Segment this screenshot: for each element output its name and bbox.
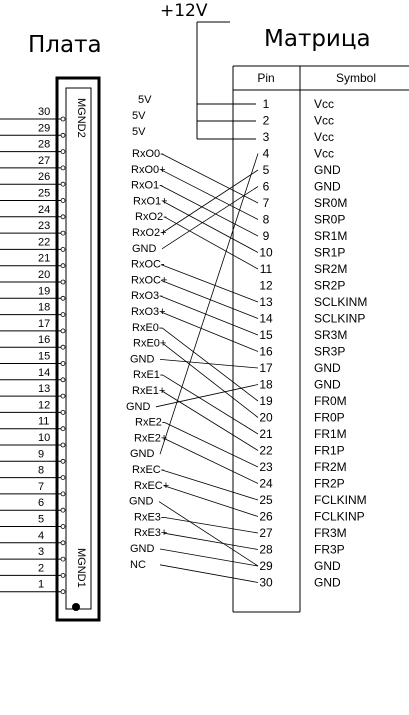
wire xyxy=(161,265,258,302)
row-pin: 24 xyxy=(259,476,273,491)
row-symbol: FR2P xyxy=(314,476,345,491)
signal-label: RxO0- xyxy=(132,148,164,160)
row-pin: 6 xyxy=(262,179,270,194)
pin-row xyxy=(135,211,345,226)
signal-label: RxO3- xyxy=(131,290,163,303)
row-symbol: SR3M xyxy=(314,328,348,342)
wire xyxy=(164,517,258,533)
row-pin: 12 xyxy=(259,278,273,293)
board-pin-number: 7 xyxy=(38,480,45,493)
signal-label: RxEC+ xyxy=(134,479,170,492)
row-pin: 23 xyxy=(259,460,273,474)
row-pin: 9 xyxy=(262,229,270,243)
board-pin xyxy=(0,253,65,268)
pin-row xyxy=(132,243,345,260)
row-symbol: Vcc xyxy=(314,130,335,144)
row-symbol: GND xyxy=(314,575,341,590)
wire xyxy=(161,280,258,318)
board-pin-number: 18 xyxy=(38,301,51,314)
row-pin: 30 xyxy=(259,575,273,590)
board-pin-number: 29 xyxy=(38,122,51,135)
signal-label: NC xyxy=(130,558,146,571)
board-pin-number: 25 xyxy=(38,187,51,200)
board-pin xyxy=(0,285,65,300)
board-title: Плата xyxy=(28,32,102,58)
row-pin: 8 xyxy=(262,212,270,227)
row-pin: 16 xyxy=(259,344,273,359)
signal-label: RxE3+ xyxy=(134,527,168,540)
row-symbol: SR0M xyxy=(314,196,348,210)
row-pin: 26 xyxy=(259,509,273,524)
row-symbol: FR0M xyxy=(314,394,347,408)
board-pin-number: 9 xyxy=(38,448,45,461)
board-pin xyxy=(0,465,65,480)
pin-row xyxy=(138,94,334,111)
board-pin xyxy=(0,204,65,219)
signal-label: RxE3- xyxy=(134,511,165,524)
wire xyxy=(162,170,258,233)
pin-row xyxy=(131,290,367,309)
row-pin: 21 xyxy=(259,427,273,441)
wire xyxy=(161,186,258,236)
wire xyxy=(162,391,258,451)
row-symbol: SCLKINM xyxy=(314,295,368,309)
wire xyxy=(162,328,258,401)
board-pin xyxy=(0,432,65,447)
wire xyxy=(162,187,258,249)
board-pin xyxy=(0,383,65,398)
row-symbol: SR2M xyxy=(314,262,348,276)
board-pin-number: 12 xyxy=(38,399,51,412)
row-pin: 4 xyxy=(262,146,270,161)
row-symbol: FR1M xyxy=(314,427,347,441)
board-pin xyxy=(0,514,65,529)
board-pin xyxy=(0,220,65,235)
board-pin xyxy=(0,416,65,431)
board-pin-number: 15 xyxy=(38,350,51,363)
board-pin xyxy=(0,367,65,382)
board-pin xyxy=(0,334,65,349)
board-pin-number: 17 xyxy=(38,317,51,330)
pin-rows xyxy=(126,94,367,590)
board-pin-number: 16 xyxy=(38,334,51,347)
wire xyxy=(156,385,258,407)
board-pin-number: 24 xyxy=(38,203,51,216)
signal-label: RxEC- xyxy=(132,464,165,476)
wire xyxy=(164,486,258,517)
wire xyxy=(160,549,258,566)
board-pin-number: 21 xyxy=(38,252,51,265)
row-pin: 3 xyxy=(262,130,270,144)
board-pin-number: 11 xyxy=(38,415,50,428)
row-symbol: SCLKINP xyxy=(314,311,366,326)
supply-feed xyxy=(197,22,256,139)
row-symbol: GND xyxy=(314,179,341,194)
row-pin: 25 xyxy=(259,493,273,507)
row-symbol: GND xyxy=(314,559,341,573)
board-pin-number: 13 xyxy=(38,383,51,396)
row-symbol: Vcc xyxy=(314,113,335,128)
row-pin: 17 xyxy=(259,361,273,375)
board-pin-number: 6 xyxy=(38,497,45,510)
board-pin xyxy=(0,448,65,463)
row-symbol: GND xyxy=(314,163,341,177)
wire xyxy=(163,375,258,434)
board-pin-number: 23 xyxy=(38,220,51,233)
pin-row xyxy=(131,274,345,292)
signal-label: RxO2+ xyxy=(132,227,167,239)
board-pin-number: 2 xyxy=(38,562,45,575)
board-pin xyxy=(0,399,65,414)
pin-row xyxy=(130,559,341,590)
signal-label: RxO2- xyxy=(135,211,167,224)
board-pin-list xyxy=(0,106,65,594)
board-pin xyxy=(0,106,65,121)
row-symbol: FR2M xyxy=(314,460,347,474)
row-pin: 14 xyxy=(259,311,273,326)
board-pin xyxy=(0,579,65,594)
row-symbol: GND xyxy=(314,361,341,375)
row-symbol: FR3M xyxy=(314,526,347,540)
wire xyxy=(160,565,258,583)
board-pin xyxy=(0,351,65,366)
board-pin-number: 30 xyxy=(38,106,51,118)
board-pin-number: 20 xyxy=(38,269,51,281)
signal-label: RxE0- xyxy=(132,321,163,334)
table-header-pin: Pin xyxy=(257,71,275,85)
signal-label: GND xyxy=(129,495,154,508)
row-symbol: FR1P xyxy=(314,443,345,458)
board-pin xyxy=(0,481,65,496)
signal-label: RxE1- xyxy=(133,369,164,382)
board-pin xyxy=(0,155,65,170)
signal-label: RxE2+ xyxy=(134,432,168,445)
board-pin-number: 27 xyxy=(38,154,51,167)
signal-label: 5V xyxy=(132,110,146,122)
wire xyxy=(160,359,258,368)
signal-label: GND xyxy=(130,353,155,366)
row-pin: 19 xyxy=(259,394,273,408)
pin-row xyxy=(132,227,347,243)
wire xyxy=(161,170,258,220)
signal-label: RxOC- xyxy=(131,258,165,271)
signal-label: RxE0+ xyxy=(133,337,167,350)
board-pin-number: 19 xyxy=(38,285,51,298)
board-pin xyxy=(0,188,65,203)
row-pin: 10 xyxy=(259,245,273,260)
row-pin: 20 xyxy=(259,410,273,425)
board-pin-number: 8 xyxy=(38,464,45,477)
board-pin xyxy=(0,546,65,561)
row-symbol: SR2P xyxy=(314,278,346,293)
row-symbol: FR0P xyxy=(314,410,345,425)
supply-label: +12V xyxy=(160,1,208,21)
row-pin: 13 xyxy=(259,295,273,309)
signal-label: GND xyxy=(132,242,157,255)
row-pin: 11 xyxy=(259,262,273,276)
row-pin: 28 xyxy=(259,542,273,557)
pin-row xyxy=(131,163,341,177)
wire xyxy=(164,438,258,483)
connector-top-label: MGND2 xyxy=(75,98,87,138)
signal-label: RxO1- xyxy=(131,179,163,192)
board-pin-number: 10 xyxy=(38,432,51,444)
signal-label: RxO0+ xyxy=(131,163,166,176)
wire xyxy=(163,344,258,418)
signal-label: GND xyxy=(130,448,155,461)
wire xyxy=(160,154,258,455)
row-symbol: Vcc xyxy=(314,97,335,111)
row-symbol: SR1M xyxy=(314,229,348,243)
pin-row xyxy=(131,259,347,276)
wire xyxy=(163,201,258,252)
signal-label: 5V xyxy=(132,126,146,138)
signal-label: RxO1+ xyxy=(133,195,168,208)
board-pin-number: 5 xyxy=(38,513,45,526)
row-symbol: Vcc xyxy=(314,146,335,161)
pin-row xyxy=(130,543,341,573)
board-pin xyxy=(0,530,65,545)
row-pin: 22 xyxy=(259,443,273,458)
table-header-symbol: Symbol xyxy=(335,71,377,85)
board-pin xyxy=(0,139,65,154)
row-pin: 29 xyxy=(259,559,273,573)
signal-label: GND xyxy=(130,543,155,555)
row-pin: 18 xyxy=(259,377,273,392)
wire xyxy=(165,423,258,467)
row-symbol: SR1P xyxy=(314,245,346,260)
board-pin-number: 1 xyxy=(38,578,45,591)
row-pin: 1 xyxy=(262,97,270,111)
board-pin-number: 28 xyxy=(38,138,51,151)
row-symbol: FR3P xyxy=(314,542,345,557)
board-pin xyxy=(0,318,65,333)
row-pin: 7 xyxy=(262,196,270,210)
board-pin xyxy=(0,302,65,317)
board-pin xyxy=(0,562,65,577)
board-pin-number: 26 xyxy=(38,171,51,184)
row-pin: 5 xyxy=(262,163,270,177)
signal-label: RxOC+ xyxy=(131,274,168,287)
row-symbol: SR3P xyxy=(314,344,346,359)
row-symbol: FCLKINM xyxy=(314,493,367,507)
wire xyxy=(165,217,258,269)
signal-label: RxE1+ xyxy=(132,385,166,397)
connector-bottom-label: MGND1 xyxy=(75,548,87,588)
row-symbol: GND xyxy=(314,377,341,392)
board-pin xyxy=(0,497,65,512)
wire xyxy=(162,470,258,500)
row-pin: 27 xyxy=(259,526,273,540)
row-symbol: FCLKINP xyxy=(314,509,365,524)
signal-label: 5V xyxy=(138,94,152,106)
row-pin: 2 xyxy=(262,113,270,128)
board-pin-number: 3 xyxy=(38,546,45,559)
board-pin xyxy=(0,236,65,251)
row-symbol: SR0P xyxy=(314,212,346,227)
wires xyxy=(156,154,258,583)
matrix-title: Матрица xyxy=(264,26,371,52)
board-pin xyxy=(0,269,65,284)
signal-label: GND xyxy=(126,400,151,413)
board-pin-number: 22 xyxy=(38,236,51,249)
board-pin-number: 14 xyxy=(38,366,51,379)
board-pin xyxy=(0,122,65,137)
wire xyxy=(161,312,258,352)
signal-label: RxE2- xyxy=(135,416,166,429)
row-pin: 15 xyxy=(259,328,273,342)
board-pin-number: 4 xyxy=(38,529,45,542)
signal-label: RxO3+ xyxy=(131,306,166,318)
board-pin xyxy=(0,171,65,186)
